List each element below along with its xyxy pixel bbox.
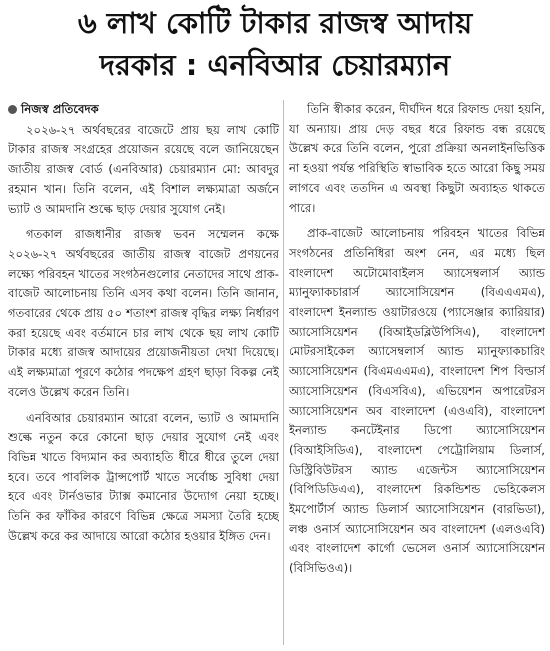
paragraph: প্রাক-বাজেট আলোচনায় পরিবহন খাতের বিভিন্ন সংগঠনের প্রতিনিধিরা অংশ নেন, এর মধ্যে ছিল বাংলাদেশ অটোমোবাইলস অ্যাসেম্বলার্স অ্যান্ড ম্যানুফ্যাকচারার্স অ্যাসোসিয়েশন (বিএএএমএ), বাংলাদেশ ইনল্যান্ড ওয়াটারওয়ে (প্যাসেঞ্জার ক্যারিয়ার) অ্যাসোসিয়েশন (বিআইডব্লিউপিসিএ), বাংলাদেশ মোটরসাইকেল অ্যাসেম্বলার্স অ্যান্ড ম্যানুফ্যাকচারিং অ্যাসোসিয়েশন (বিএমএএমএ), বাংলাদেশ শিপ বিল্ডার্স অ্যাসোসিয়েশন (বিএসবিএ), এভিয়েশন অপারেটরস অ্যাসোসিয়েশন অব বাংলাদেশ (এওএবি), বাংলাদেশ ইনল্যান্ড কনটেইনার ডিপো অ্যাসোসিয়েশন (বিআইসিডিএ), বাংলাদেশ পেট্রোলিয়াম ডিলার্স, ডিস্ট্রিবিউটরস অ্যান্ড এজেন্টস অ্যাসোসিয়েশন (বিপিডিডিএএ), বাংলাদেশ রিকন্ডিশন্ড ভেহিকেলস ইমপোর্টার্স অ্যান্ড ডিলার্স অ্যাসোসিয়েশন (বারভিডা), লঞ্চ ওনার্স অ্যাসোসিয়েশন অব বাংলাদেশ (এলওএবি) এবং বাংলাদেশ কার্গো ভেসেল ওনার্স অ্যাসোসিয়েশন (বিসিভিওএ)।	[289, 226, 545, 576]
paragraph: ২০২৬-২৭ অর্থবছরের বাজেটে প্রায় ছয় লাখ কোটি টাকার রাজস্ব সংগ্রহের প্রয়োজন রয়েছে বলে জানিয়েছেন জাতীয় রাজস্ব বোর্ড (এনবিআর) চেয়ারম্যান মো: আবদুর রহমান খান। তিনি বলেন, এই বিশাল লক্ষ্যমাত্রা অর্জনে ভ্যাট ও আমদানি শুল্কে ছাড় দেয়ার সুযোগ নেই।	[8, 122, 279, 216]
article-left-column	[8, 100, 279, 645]
headline-line-2: দরকার : এনবিআর চেয়ারম্যান	[99, 48, 451, 82]
paragraph: গতকাল রাজধানীর রাজস্ব ভবন সম্মেলন কক্ষে ২০২৬-২৭ অর্থবছরের জাতীয় রাজস্ব বাজেট প্রণয়নের লক্ষ্যে পরিবহন খাতের সংগঠনগুলোর নেতাদের সাথে প্রাক-বাজেট আলোচনায় তিনি এসব কথা বলেন। তিনি জানান, গতবারের থেকে প্রায় ৫০ শতাংশ রাজস্ব বৃদ্ধির লক্ষ্য নির্ধারণ করা হয়েছে এবং বর্তমানে চার লাখ থেকে ছয় লাখ কোটি টাকার মধ্যে রাজস্ব আদায়ের প্রয়োজনীয়তা দেখা দিয়েছে। এই লক্ষ্যমাত্রা পূরণে কঠোর পদক্ষেপ গ্রহণ ছাড়া বিকল্প নেই বলেও উল্লেখ করেন তিনি।	[8, 227, 279, 399]
byline	[8, 100, 279, 120]
paragraph: এনবিআর চেয়ারম্যান আরো বলেন, ভ্যাট ও আমদানি শুল্কে নতুন করে কোনো ছাড় দেয়ার সুযোগ নেই এবং বিভিন্ন খাতে বিদ্যমান কর অব্যাহতি ধীরে ধীরে তুলে দেয়া হবে। তবে পাবলিক ট্রান্সপোর্ট খাতে সর্বোচ্চ সুবিধা দেয়া হবে এবং টার্নওভার ট্যাক্স কমানোর উদ্যোগ নেয়া হচ্ছে। তিনি কর ফাঁকির কারণে বিভিন্ন ক্ষেত্রে সমস্যা তৈরি হচ্ছে উল্লেখ করে কর আদায়ে আরো কঠোর হওয়ার ইঙ্গিত দেন।	[8, 410, 279, 543]
headline-line-1: ৬ লাখ কোটি টাকার রাজস্ব আদায়	[77, 6, 473, 40]
article-right-column	[289, 100, 545, 645]
paragraph: তিনি স্বীকার করেন, দীর্ঘদিন ধরে রিফান্ড দেয়া হয়নি, যা অন্যায়। প্রায় দেড় বছর ধরে রিফান্ড বন্ধ রয়েছে উল্লেখ করে তিনি বলেন, পুরো প্রক্রিয়া অনলাইনভিত্তিক না হওয়া পর্যন্ত পরিস্থিতি স্বাভাবিক হতে আরো কিছু সময় লাগবে এবং ততদিন এ অবস্থা কিছুটা অব্যাহত থাকতে পারে।	[289, 102, 545, 215]
column-divider	[283, 100, 284, 645]
byline-text: নিজস্ব প্রতিবেদক	[21, 102, 99, 116]
bullet-icon	[8, 105, 17, 114]
